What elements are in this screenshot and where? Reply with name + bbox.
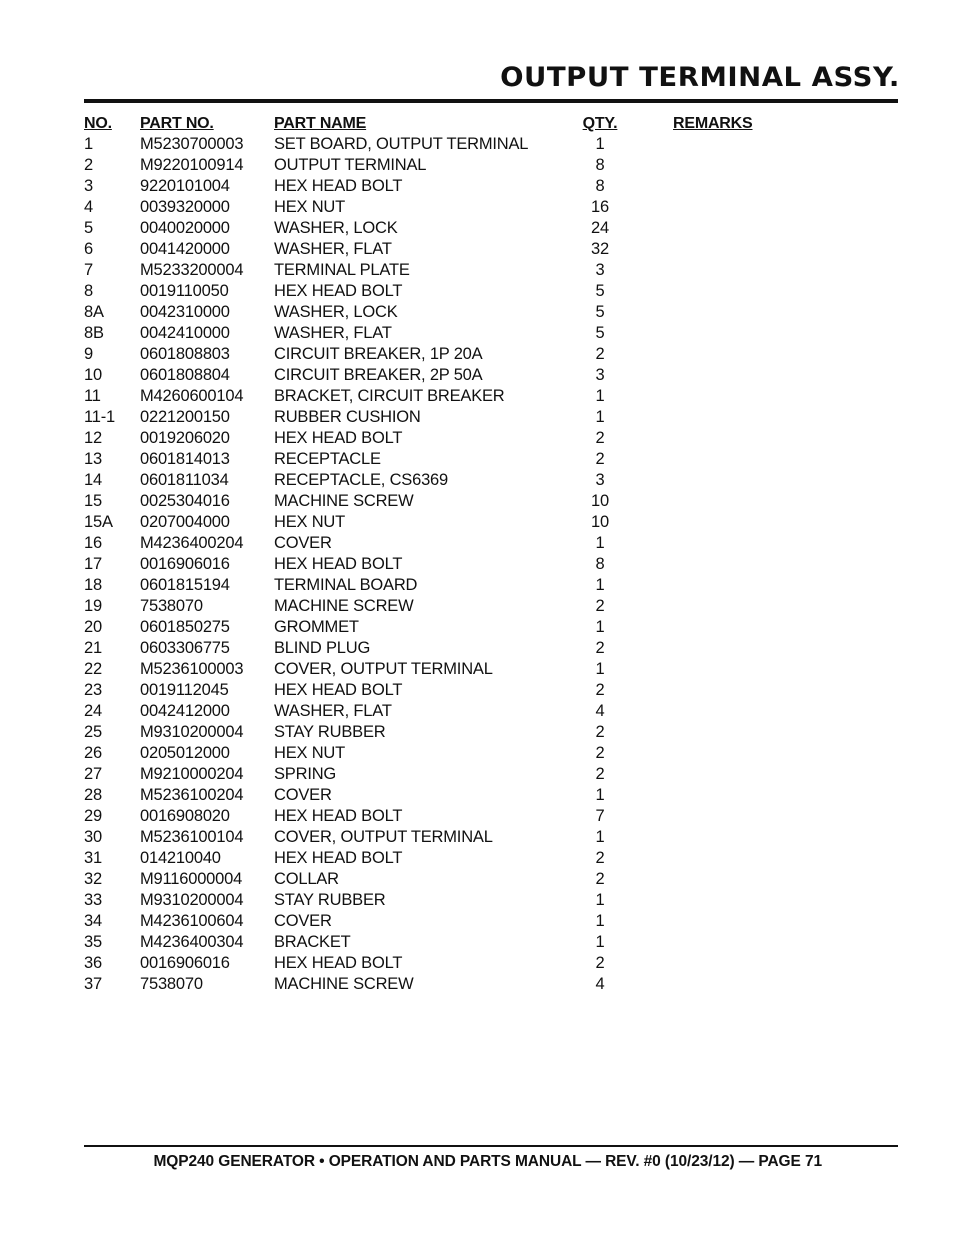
row-part-no: M5236100104 [140, 828, 244, 846]
table-row [84, 554, 904, 575]
row-part-no: M5233200004 [140, 261, 244, 279]
row-qty: 2 [595, 450, 605, 468]
row-qty: 1 [595, 828, 605, 846]
row-part-no: M5236100204 [140, 786, 244, 804]
row-part-no: 0601808803 [140, 345, 230, 363]
row-qty: 2 [595, 639, 605, 657]
row-no: 23 [84, 681, 102, 699]
table-row [84, 638, 904, 659]
row-part-no: M9220100914 [140, 156, 244, 174]
row-no: 4 [84, 198, 93, 216]
row-qty: 1 [595, 912, 605, 930]
row-part-no: 0601811034 [140, 471, 229, 489]
row-part-name: HEX HEAD BOLT [274, 954, 403, 972]
table-body [84, 134, 904, 995]
header-remarks: REMARKS [673, 115, 753, 132]
row-part-no: 0016906016 [140, 555, 230, 573]
row-part-name: MACHINE SCREW [274, 597, 414, 615]
row-no: 6 [84, 240, 93, 258]
row-no: 8 [84, 282, 93, 300]
header-qty: QTY. [582, 115, 618, 132]
row-part-name: WASHER, LOCK [274, 303, 398, 321]
row-no: 32 [84, 870, 102, 888]
table-row [84, 680, 904, 701]
row-no: 8A [84, 303, 104, 321]
row-qty: 2 [595, 744, 605, 762]
row-no: 37 [84, 975, 102, 993]
row-part-name: WASHER, FLAT [274, 702, 392, 720]
row-part-name: HEX NUT [274, 198, 346, 216]
table-row [84, 239, 904, 260]
row-qty: 2 [595, 849, 605, 867]
row-part-name: RUBBER CUSHION [274, 408, 421, 426]
row-qty: 4 [595, 702, 605, 720]
row-qty: 2 [595, 681, 605, 699]
row-qty: 8 [595, 555, 605, 573]
table-row [84, 302, 904, 323]
table-row [84, 323, 904, 344]
footer-rule [84, 1145, 898, 1147]
table-row [84, 491, 904, 512]
row-no: 2 [84, 156, 93, 174]
row-qty: 3 [595, 366, 605, 384]
table-row [84, 890, 904, 911]
row-no: 8B [84, 324, 104, 342]
row-part-no: 0016906016 [140, 954, 230, 972]
row-qty: 8 [595, 156, 605, 174]
row-part-name: WASHER, FLAT [274, 240, 392, 258]
row-part-no: M4260600104 [140, 387, 244, 405]
row-part-name: HEX NUT [274, 513, 346, 531]
row-qty: 1 [595, 534, 605, 552]
row-part-name: HEX HEAD BOLT [274, 282, 403, 300]
row-part-name: COVER [274, 786, 332, 804]
table-row [84, 533, 904, 554]
row-part-no: 0221200150 [140, 408, 230, 426]
table-row [84, 386, 904, 407]
title-rule [84, 99, 898, 103]
table-row [84, 617, 904, 638]
row-part-no: M4236400304 [140, 933, 244, 951]
table-row [84, 722, 904, 743]
table-header [84, 113, 904, 134]
parts-table [84, 113, 904, 995]
row-qty: 2 [595, 429, 605, 447]
row-qty: 2 [595, 597, 605, 615]
table-row [84, 869, 904, 890]
table-row [84, 743, 904, 764]
row-no: 19 [84, 597, 102, 615]
row-part-name: HEX HEAD BOLT [274, 681, 403, 699]
table-row [84, 344, 904, 365]
row-part-name: STAY RUBBER [274, 891, 386, 909]
row-no: 3 [84, 177, 93, 195]
row-part-no: 0039320000 [140, 198, 230, 216]
row-no: 5 [84, 219, 93, 237]
row-qty: 5 [595, 282, 605, 300]
row-no: 22 [84, 660, 102, 678]
row-part-no: 014210040 [140, 849, 221, 867]
row-part-name: HEX HEAD BOLT [274, 177, 403, 195]
row-qty: 1 [595, 618, 605, 636]
row-qty: 2 [595, 345, 605, 363]
row-qty: 1 [595, 891, 605, 909]
row-qty: 1 [595, 786, 605, 804]
row-part-name: MACHINE SCREW [274, 975, 414, 993]
row-qty: 2 [595, 954, 605, 972]
row-no: 7 [84, 261, 93, 279]
row-no: 10 [84, 366, 102, 384]
row-qty: 1 [595, 576, 605, 594]
row-no: 13 [84, 450, 102, 468]
row-part-name: HEX HEAD BOLT [274, 555, 403, 573]
row-part-name: COVER [274, 534, 332, 552]
row-no: 30 [84, 828, 102, 846]
row-no: 21 [84, 639, 102, 657]
row-qty: 1 [595, 933, 605, 951]
row-qty: 2 [595, 765, 605, 783]
row-qty: 2 [595, 870, 605, 888]
row-part-name: SET BOARD, OUTPUT TERMINAL [274, 135, 529, 153]
row-no: 20 [84, 618, 102, 636]
row-part-name: CIRCUIT BREAKER, 1P 20A [274, 345, 483, 363]
row-part-name: COVER, OUTPUT TERMINAL [274, 660, 493, 678]
row-no: 1 [84, 135, 93, 153]
row-part-no: 7538070 [140, 597, 203, 615]
row-no: 9 [84, 345, 93, 363]
row-part-no: 0019206020 [140, 429, 230, 447]
table-row [84, 806, 904, 827]
row-qty: 1 [595, 408, 605, 426]
row-qty: 4 [595, 975, 605, 993]
header-part-name: PART NAME [274, 115, 367, 132]
row-qty: 5 [595, 303, 605, 321]
row-qty: 3 [595, 471, 605, 489]
table-row [84, 659, 904, 680]
row-part-no: 0207004000 [140, 513, 230, 531]
row-part-no: 9220101004 [140, 177, 230, 195]
row-part-name: HEX NUT [274, 744, 346, 762]
row-no: 26 [84, 744, 102, 762]
row-qty: 8 [595, 177, 605, 195]
table-row [84, 365, 904, 386]
row-part-no: 0205012000 [140, 744, 230, 762]
header-part-no: PART NO. [140, 115, 214, 132]
table-row [84, 596, 904, 617]
row-part-no: 0601808804 [140, 366, 230, 384]
row-part-no: 0040020000 [140, 219, 230, 237]
row-no: 25 [84, 723, 102, 741]
row-part-no: 0042410000 [140, 324, 230, 342]
table-row [84, 911, 904, 932]
row-no: 35 [84, 933, 102, 951]
row-part-name: COVER, OUTPUT TERMINAL [274, 828, 493, 846]
row-part-name: RECEPTACLE, CS6369 [274, 471, 449, 489]
row-part-name: SPRING [274, 765, 337, 783]
table-row [84, 470, 904, 491]
table-row [84, 197, 904, 218]
table-row [84, 764, 904, 785]
table-row [84, 512, 904, 533]
row-no: 18 [84, 576, 102, 594]
row-no: 27 [84, 765, 102, 783]
row-qty: 24 [591, 219, 609, 237]
table-row [84, 827, 904, 848]
row-qty: 10 [591, 513, 609, 531]
row-no: 24 [84, 702, 102, 720]
row-part-no: 0019110050 [140, 282, 229, 300]
row-part-no: M9310200004 [140, 723, 244, 741]
table-row [84, 785, 904, 806]
table-row [84, 281, 904, 302]
table-row [84, 974, 904, 995]
table-row [84, 134, 904, 155]
row-part-no: 0019112045 [140, 681, 229, 699]
row-no: 11 [84, 387, 101, 405]
row-qty: 16 [591, 198, 609, 216]
table-row [84, 407, 904, 428]
row-qty: 1 [595, 135, 605, 153]
row-qty: 5 [595, 324, 605, 342]
row-part-no: 0601814013 [140, 450, 230, 468]
row-part-name: WASHER, FLAT [274, 324, 392, 342]
row-no: 15A [84, 513, 113, 531]
row-part-no: M4236400204 [140, 534, 244, 552]
row-part-name: STAY RUBBER [274, 723, 386, 741]
row-qty: 1 [595, 660, 605, 678]
page-title: OUTPUT TERMINAL ASSY. [500, 62, 900, 93]
table-row [84, 953, 904, 974]
table-row [84, 701, 904, 722]
row-part-no: 0042412000 [140, 702, 230, 720]
row-no: 31 [84, 849, 102, 867]
row-part-no: M5230700003 [140, 135, 244, 153]
row-no: 33 [84, 891, 102, 909]
row-no: 15 [84, 492, 102, 510]
table-row [84, 449, 904, 470]
row-part-no: M5236100003 [140, 660, 244, 678]
table-row [84, 218, 904, 239]
row-no: 14 [84, 471, 102, 489]
row-part-no: 0016908020 [140, 807, 230, 825]
row-no: 34 [84, 912, 102, 930]
row-part-no: 0042310000 [140, 303, 230, 321]
row-part-name: WASHER, LOCK [274, 219, 398, 237]
row-no: 17 [84, 555, 102, 573]
row-part-name: HEX HEAD BOLT [274, 807, 403, 825]
row-part-name: MACHINE SCREW [274, 492, 414, 510]
row-no: 11-1 [84, 408, 115, 426]
row-part-no: 0603306775 [140, 639, 230, 657]
row-part-no: M9310200004 [140, 891, 244, 909]
table-row [84, 575, 904, 596]
row-part-name: GROMMET [274, 618, 359, 636]
row-part-no: M4236100604 [140, 912, 244, 930]
row-part-name: TERMINAL BOARD [274, 576, 418, 594]
table-row [84, 155, 904, 176]
row-part-name: TERMINAL PLATE [274, 261, 410, 279]
row-part-name: COVER [274, 912, 332, 930]
table-row [84, 176, 904, 197]
row-no: 36 [84, 954, 102, 972]
row-part-name: RECEPTACLE [274, 450, 381, 468]
row-qty: 7 [595, 807, 605, 825]
row-qty: 10 [591, 492, 609, 510]
row-no: 28 [84, 786, 102, 804]
row-part-name: BRACKET, CIRCUIT BREAKER [274, 387, 505, 405]
row-no: 16 [84, 534, 102, 552]
row-part-name: COLLAR [274, 870, 339, 888]
header-no: NO. [84, 115, 112, 132]
row-qty: 3 [595, 261, 605, 279]
row-no: 29 [84, 807, 102, 825]
row-part-name: BLIND PLUG [274, 639, 371, 657]
page-footer: MQP240 GENERATOR • OPERATION AND PARTS MANUAL — REV. #0 (10/23/12) — PAGE 71 [153, 1153, 822, 1170]
row-qty: 2 [595, 723, 605, 741]
table-row [84, 848, 904, 869]
row-part-no: 7538070 [140, 975, 203, 993]
row-qty: 1 [595, 387, 605, 405]
row-part-name: HEX HEAD BOLT [274, 429, 403, 447]
row-part-no: 0601815194 [140, 576, 230, 594]
row-part-name: CIRCUIT BREAKER, 2P 50A [274, 366, 483, 384]
row-part-name: BRACKET [274, 933, 351, 951]
row-part-no: 0041420000 [140, 240, 230, 258]
table-row [84, 260, 904, 281]
table-row [84, 428, 904, 449]
table-row [84, 932, 904, 953]
row-part-no: M9210000204 [140, 765, 244, 783]
row-part-name: OUTPUT TERMINAL [274, 156, 427, 174]
row-part-name: HEX HEAD BOLT [274, 849, 403, 867]
row-no: 12 [84, 429, 102, 447]
row-part-no: 0601850275 [140, 618, 230, 636]
row-part-no: M9116000004 [140, 870, 243, 888]
row-qty: 32 [591, 240, 609, 258]
row-part-no: 0025304016 [140, 492, 230, 510]
